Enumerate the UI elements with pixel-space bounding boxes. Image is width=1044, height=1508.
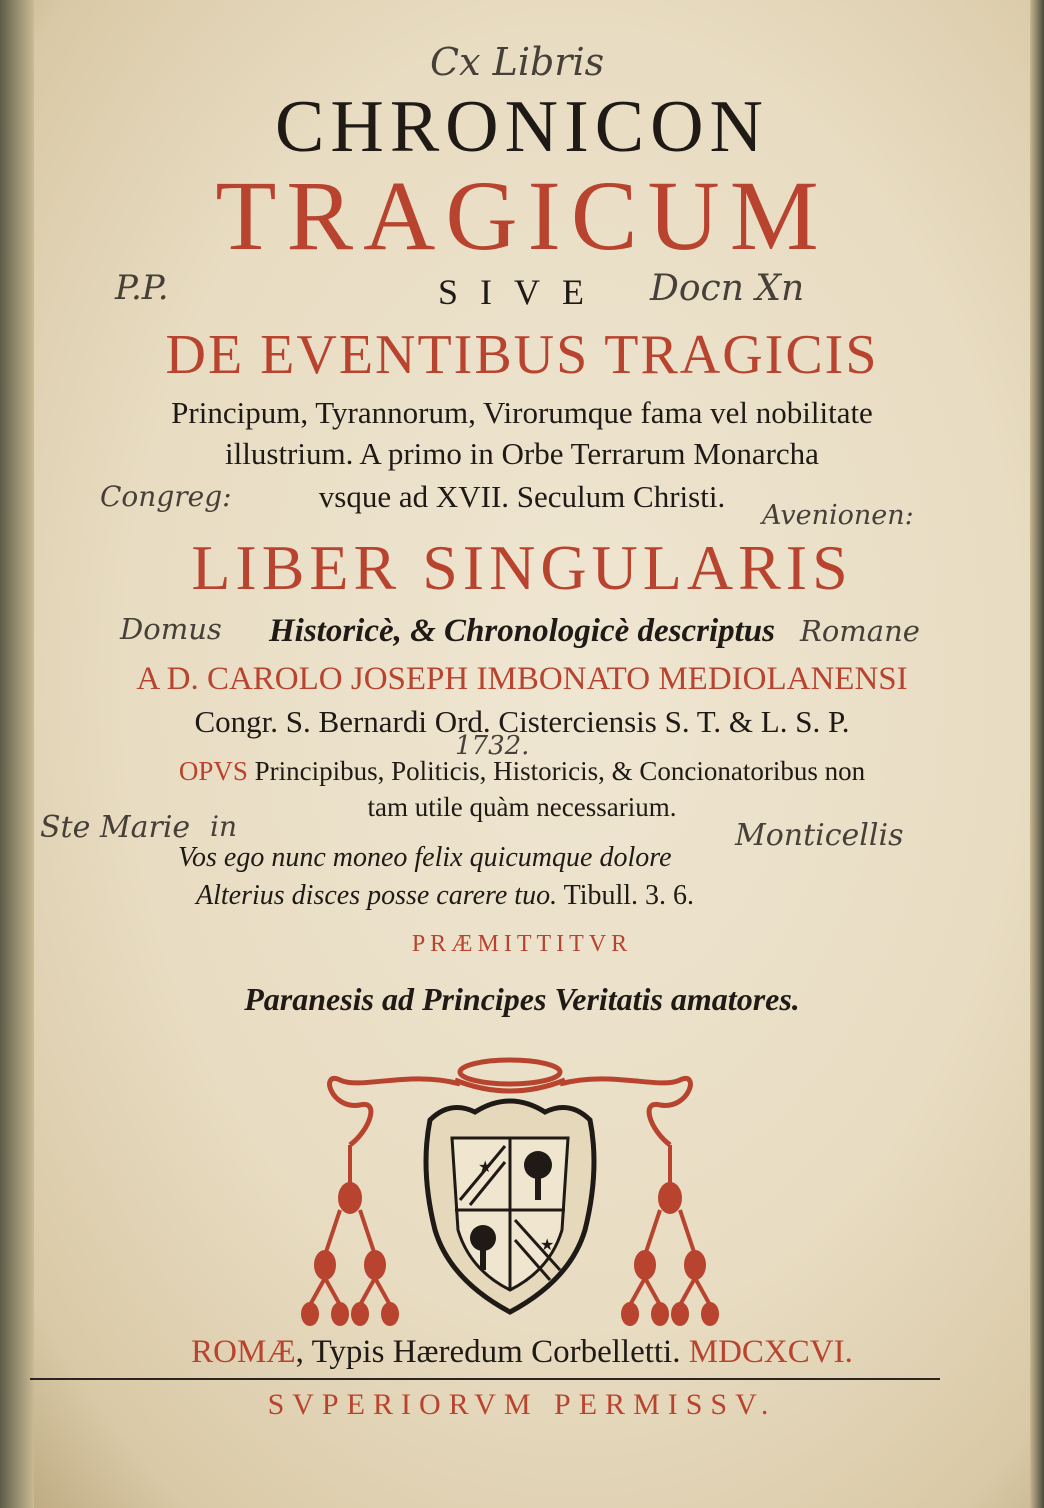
descriptus-line: Historicè, & Chronologicè descriptus (268, 613, 776, 649)
svg-text:★: ★ (540, 1235, 555, 1254)
imprint-permission: SVPERIORVM PERMISSV. (267, 1388, 777, 1421)
praemittitur: PRÆMITTITVR (411, 931, 633, 957)
opus-lead: OPVS (178, 756, 248, 786)
title-de-eventibus: DE EVENTIBUS TRAGICIS (165, 324, 879, 386)
quote-text-2: Alterius disces posse carere tuo. (196, 880, 558, 911)
imprint-city: ROMÆ (191, 1334, 296, 1370)
imprint-year: MDCXCVI. (688, 1334, 853, 1370)
handwritten-romane: Romane (800, 614, 920, 648)
author-prefix: A D. (136, 661, 199, 697)
handwritten-ex-libris: Cx Libris (430, 40, 605, 84)
author-order: Congr. S. Bernardi Ord. Cisterciensis S. T. & L. S. P. (194, 704, 850, 739)
subtitle-line-1: Principum, Tyrannorum, Virorumque fama vel nobilitate (171, 395, 873, 430)
handwritten-domus-top: Docn Xn (650, 268, 805, 309)
opus-line-2: tam utile quàm necessarium. (367, 792, 677, 822)
handwritten-ste-marie: Ste Marie (40, 810, 191, 845)
opus-line-1 (0, 754, 1044, 788)
handwritten-monticellis: Monticellis (735, 818, 904, 853)
handwritten-congreg: Congreg: (100, 480, 232, 513)
paraenesis: Paranesis ad Principes Veritatis amatores. (244, 981, 800, 1017)
imprint-line (0, 1330, 1044, 1374)
opus-text-1: Principibus, Politicis, Historicis, & Concionatoribus non (254, 756, 866, 786)
subtitle-line-3: vsque ad XVII. Seculum Christi. (318, 479, 726, 514)
author-name: CAROLO JOSEPH IMBONATO MEDIOLANENSI (206, 661, 908, 697)
imprint-printer: , Typis Hæredum Corbelletti. (295, 1334, 681, 1370)
coat-of-arms-device (300, 1050, 720, 1330)
handwritten-domus: Domus (120, 612, 222, 646)
imprint-rule (30, 1378, 940, 1380)
quote-line-2 (196, 878, 694, 914)
title-tragicum: TRAGICUM (215, 160, 829, 271)
title-sive: SIVE (438, 272, 606, 312)
handwritten-avenionen: Avenionen: (762, 500, 914, 531)
author-line (0, 658, 1044, 700)
liber-singularis: LIBER SINGULARIS (191, 532, 853, 603)
svg-text:★: ★ (478, 1157, 493, 1176)
handwritten-in: in (210, 810, 237, 843)
title-chronicon: CHRONICON (275, 86, 769, 168)
quote-line-1: Vos ego nunc moneo felix quicumque dolore (178, 842, 672, 873)
handwritten-pp: P.P. (115, 268, 169, 308)
subtitle-line-2: illustrium. A primo in Orbe Terrarum Monarcha (225, 436, 819, 471)
quote-cite: Tibull. 3. 6. (563, 880, 695, 911)
handwritten-year: 1732. (455, 731, 530, 761)
